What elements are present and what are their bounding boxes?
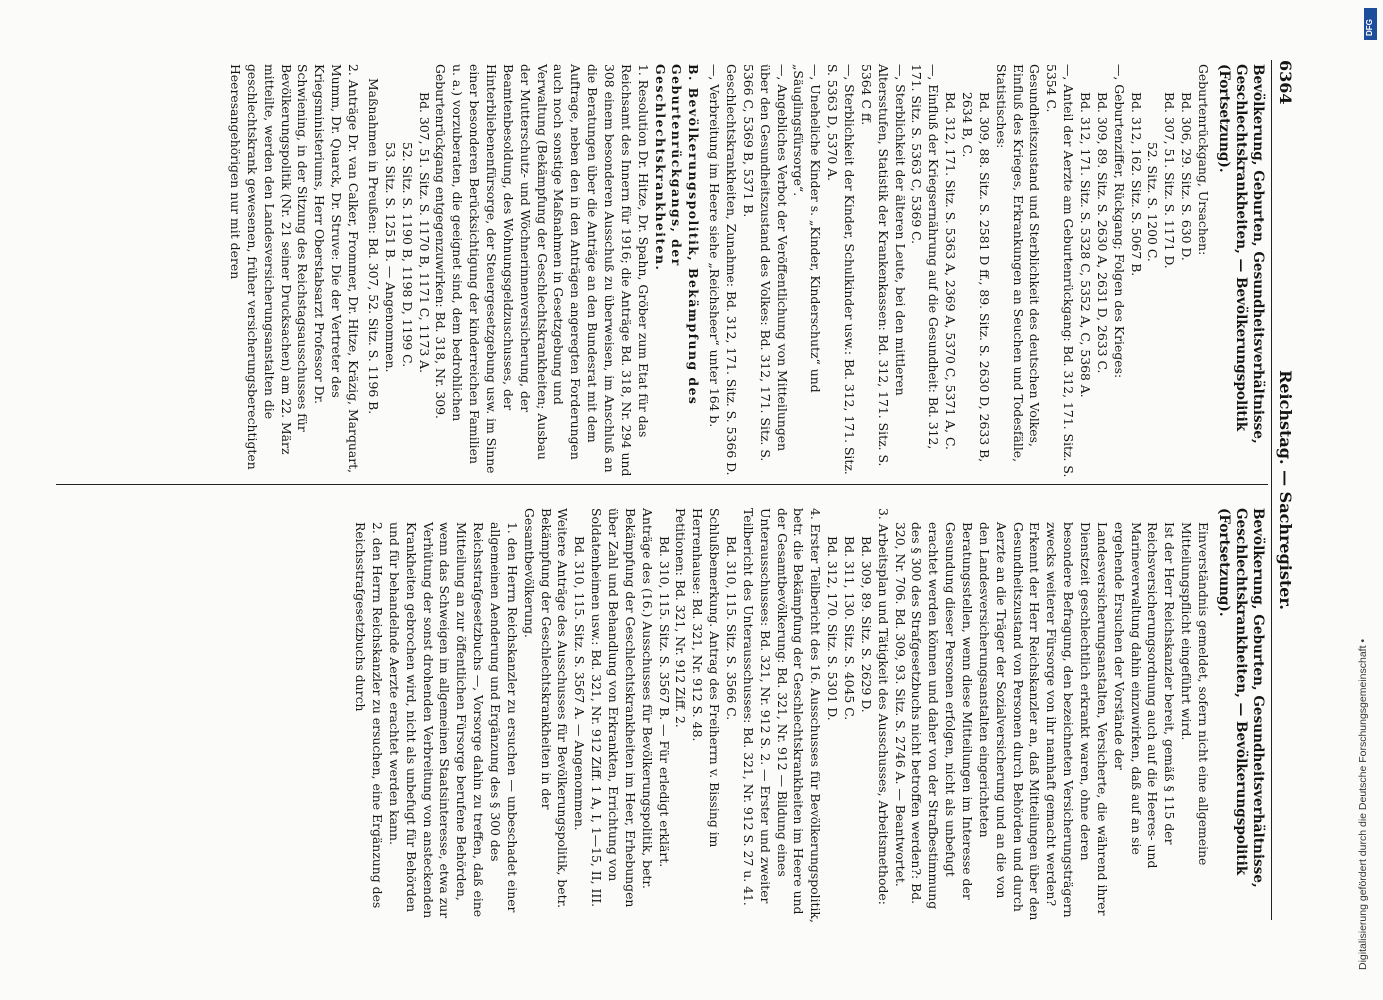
entry-line: Bd. 309, 88. Sitz. S. 2581 D ff., 89. Sitz. S. 2630 D, 2633 B, 2634 B, C. <box>960 92 992 463</box>
dfg-logo-text: DFG <box>1365 19 1374 36</box>
section-b-heading: B. Bevölkerungspolitik, Bekämpfung des Geburtenrückgangs, der Geschlechtskrankheiten. <box>652 64 702 406</box>
item-2: 2. Anträge Dr. van Calker, Frommer, Dr. Hitze, Kräzig, Marquart, Mumm, Dr. Quarck, Dr. Struve: Die der Vertreter des Kriegsministeriums, Herr Oberstabsarzt Professor Dr. Schwiening, in der Sitzung des Reichstagsausschusses für Bevölkerungspolitik (Nr. 21 seiner Drucksachen) am 22. März mitteilte, werden den Landesversicherungsanstalten die geschlechtskrank gewesenen, früher versicherungsberechtigten Heeresangehörigen nur mit deren <box>228 64 362 474</box>
sub-item-2: 2. den Herrn Reichskanzler zu ersuchen, eine Ergänzung des Reichsstrafgesetzbuchs durch <box>353 522 385 909</box>
entry-line: —, Sterblichkeit der älteren Leute, bei den mittleren Altersstufen, Statistik der Krankenkassen: Bd. 312, 171. Sitz. S. 5364 C ff. <box>858 64 908 467</box>
digitization-note-text: Digitalisierung gefördert durch die Deutsche Forschungsgemeinschaft • <box>1357 638 1369 970</box>
running-head <box>1271 60 1306 920</box>
entry-line: Geschlechtskrankheiten, Zunahme: Bd. 312, 171. Sitz. S. 5366 D. <box>723 64 739 476</box>
item-4: 4. Erster Teilbericht des 16. Ausschusses für Bevölkerungspolitik, betr. die Bekämpfung der Geschlechtskrankheiten im Heere und der Gesamtbevölkerung: Bd. 321, Nr. 912 — Bildung eines Unterausschusses: Bd. 321, Nr. 912 S. 2. — Erster und zweiter Teilbericht des Unterausschusses: Bd. 321, Nr. 912 S. 27 u. 41. <box>740 508 824 923</box>
entry-line: 52. Sitz. S. 1200 C. <box>1145 142 1161 262</box>
entry-line: —, Uneheliche Kinder s. „Kinder, Kinderschutz“ und „Säuglingsfürsorge“. <box>791 64 824 393</box>
entry-line: —, Angebliches Verbot der Veröffentlichung von Mitteilungen über den Gesundheitszustand des Volkes: Bd. 312, 171. Sitz. S. 5366 C, 5369 B, 5371 B. <box>740 64 790 462</box>
entry-line: —, Verbreitung im Heere siehe „Reichsheer“ unter 164 b. <box>707 64 723 428</box>
right-heading: Bevölkerung, Geburten, Gesundheitsverhältnisse, Geschlechtskrankheiten, — Bevölkerungspolitik (Fortsetzung). <box>1216 508 1266 888</box>
right-column <box>351 508 1266 923</box>
entry-line: —, Sterblichkeit der Kinder, Schulkinder usw.: Bd. 312, 171. Sitz. S. 5363 D, 5370 A. <box>825 64 857 475</box>
sub-item-1: 1. den Herrn Reichskanzler zu ersuchen — unbeschadet einer allgemeinen Aenderung und Ergänzung des § 300 des Reichsstrafgesetzbuchs —, Vorsorge dahin zu treffen, daß eine Mitteilung an zur öffentlichen Fürsorge berufene Behörden, wenn das Schweigen im allgemeinen Staatsinteresse, etwa zur Verhütung der sonst drohenden Verbreitung von ansteckenden Krankheiten gebrochen wird, nicht als unbefugt für Behörden und für behandelnde Aerzte erachtet werden kann. <box>386 522 520 919</box>
entry-line: Geburtenrückgang, Ursachen: <box>1196 64 1212 256</box>
digitization-note <box>1335 30 1375 970</box>
entry-line: 52. Sitz. S. 1190 B, 1198 D, 1199 C. <box>399 142 415 368</box>
item-3: 3. Arbeitsplan und Tätigkeit des Ausschusses, Arbeitsmethode: <box>875 508 891 905</box>
paragraph: Einverständnis gemeldet, sofern nicht eine allgemeine Mitteilungspflicht eingeführt wird. <box>1179 522 1212 866</box>
entry-line: —, Anteil der Aerzte am Geburtenrückgang: Bd. 312, 171. Sitz. S. 5354 C. <box>1044 64 1077 478</box>
weitere-antraege: Weitere Anträge des Ausschusses für Bevölkerungspolitik, betr. Bekämpfung der Geschlechtskrankheiten in der Gesamtbevölkerung. <box>521 508 571 909</box>
page-number: 6364 <box>1276 60 1295 105</box>
petitionen: Petitionen: Bd. 321, Nr. 912 Ziff. 2. <box>673 508 689 728</box>
running-head-title: Reichstag. — Sachregister. <box>1276 370 1295 610</box>
paragraph: Ist der Herr Reichskanzler bereit, gemäß § 115 der Reichsversicherungsordnung auch auf die Heeres- und Marineverwaltung dahin einzuwirken, daß auf an sie ergehende Ersuchen der Vorstände der Landesversicherungsanstalten, Versicherte, die während ihrer Dienstzeit geschlechtlich erkrankt waren, ohne deren besondere Befragung, den bezeichneten Versicherungsträgern zwecks weiterer Fürsorge von ihr namhaft gemacht werden? <box>1044 522 1178 918</box>
entry-line: Bd. 306, 29. Sitz. S. 630 D. <box>1179 92 1195 261</box>
paragraph: Erkennt der Herr Reichskanzler an, daß Mitteilungen über den Gesundheitszustand von Personen durch Behörden und durch Aerzte an die Träger der Sozialversicherung und an die von den Landesversicherungsanstalten eingerichteten Beratungsstellen, wenn diese Mitteilungen im Interesse der Gesundung dieser Personen erfolgen, nicht als unbefugt erachtet werden können und daher von der Strafbestimmung des § 300 des Strafgesetzbuchs nicht betroffen werden?: Bd. 320, Nr. 706. Bd. 309, 93. Sitz. S. 2746 A. — Beantwortet. <box>892 522 1043 921</box>
dfg-logo <box>1364 8 1377 40</box>
antraege: Anträge des (16.) Ausschusses für Bevölkerungspolitik, betr. Bekämpfung der Geschlechtskrankheiten im Heer, Erhebungen über Zahl und Behandlung von Erkrankten, Errichtung von Soldatenheimen usw.: Bd. 321, Nr. 912 Ziff. 1 A, I, 1—15, II, III. <box>589 508 655 908</box>
entry-line: Bd. 311, 130. Sitz. S. 4045 C. <box>842 536 857 721</box>
entry-line: Bd. 309, 89. Sitz. S. 2630 A, 2631 D, 2633 C. <box>1094 92 1110 374</box>
entry-line: Bd. 307, 51. Sitz. S. 1171 D. <box>1162 92 1178 269</box>
column-divider <box>56 484 1268 485</box>
item-1: 1. Resolution Dr. Hitze, Dr. Spahn, Gröber zum Etat für das Reichsamt des Innern für 1916; die Anträge Bd. 318, Nr. 294 und 308 einem besonderen Ausschuß zu überweisen, im Anschluß an die Beratungen über die Anträge an den Bundesrat mit dem Auftrage, neben den in den Anträgen angeregten Forderungen auch noch sonstige Maßnahmen in Gesetzgebung und Verwaltung (Bekämpfung der Geschlechtskrankheiten; Ausbau der Mutterschutz- und Wöchnerinnenversicherung, der Beamtenbesoldung, des Wohnungsgeldzuschusses, der Hinterbliebenenfürsorge, der Steuergesetzgebung usw. im Sinne einer besonderen Berücksichtigung der kinderreichen Familien u. a.) vorzuberaten, die geeignet sind, dem bedrohlichen Geburtenrückgang entgegenzuwirken: Bd. 318, Nr. 309. <box>433 64 651 477</box>
entry-line: Bd. 312, 170. Sitz. S. 5301 D. <box>825 536 841 721</box>
entry-line: Bd. 310, 115. Sitz. S. 3567 A. — Angenommen. <box>572 536 588 831</box>
entry-line: Bd. 310, 115. Sitz. S. 3567 B. — Für erledigt erklärt. <box>656 536 672 868</box>
schlussbemerkung: Schlußbemerkung. Antrag des Freiherrn v. Bissing im Herrenhause: Bd. 321, Nr. 912 S. 48. <box>690 508 723 848</box>
entry-line: —, Geburtenziffer, Rückgang; Folgen des Krieges: <box>1111 64 1127 379</box>
entry-line: Bd. 309, 89. Sitz. S. 2629 D. <box>858 536 874 713</box>
entry-line: 53. Sitz. S. 1251 B. — Angenommen. <box>382 142 398 373</box>
entry-line: Bd. 312, 171. Sitz. S. 5363 A, 2369 A, 5370 C, 5371 A, C. <box>943 92 959 450</box>
entry-line: Bd. 310, 115. Sitz. S. 3566 C. <box>723 536 739 721</box>
entry-line: Gesundheitszustand und Sterblichkeit des deutschen Volkes, Einfluß des Krieges, Erkrankungen an Seuchen und Todesfälle, Statistisches: <box>993 64 1043 463</box>
entry-line: Bd. 312, 162. Sitz. S. 5067 B. <box>1128 92 1144 277</box>
left-column <box>226 64 1266 479</box>
entry-line: Bd. 312, 171. Sitz. S. 5328 C, 5352 A, C, 5368 A. <box>1078 92 1094 398</box>
entry-line: Bd. 307, 51. Sitz. S. 1170 B, 1171 C, 1173 A. <box>416 92 432 374</box>
entry-line: Maßnahmen in Preußen: Bd. 307, 52. Sitz. S. 1196 B. <box>365 78 381 415</box>
entry-line: —, Einfluß der Kriegsernährung auf die Gesundheit: Bd. 312, 171. Sitz. S. 5363 C, 5369 C. <box>909 64 942 450</box>
left-heading: Bevölkerung, Geburten, Gesundheitsverhältnisse, Geschlechtskrankheiten, — Bevölkerungspolitik (Fortsetzung). <box>1216 64 1266 444</box>
